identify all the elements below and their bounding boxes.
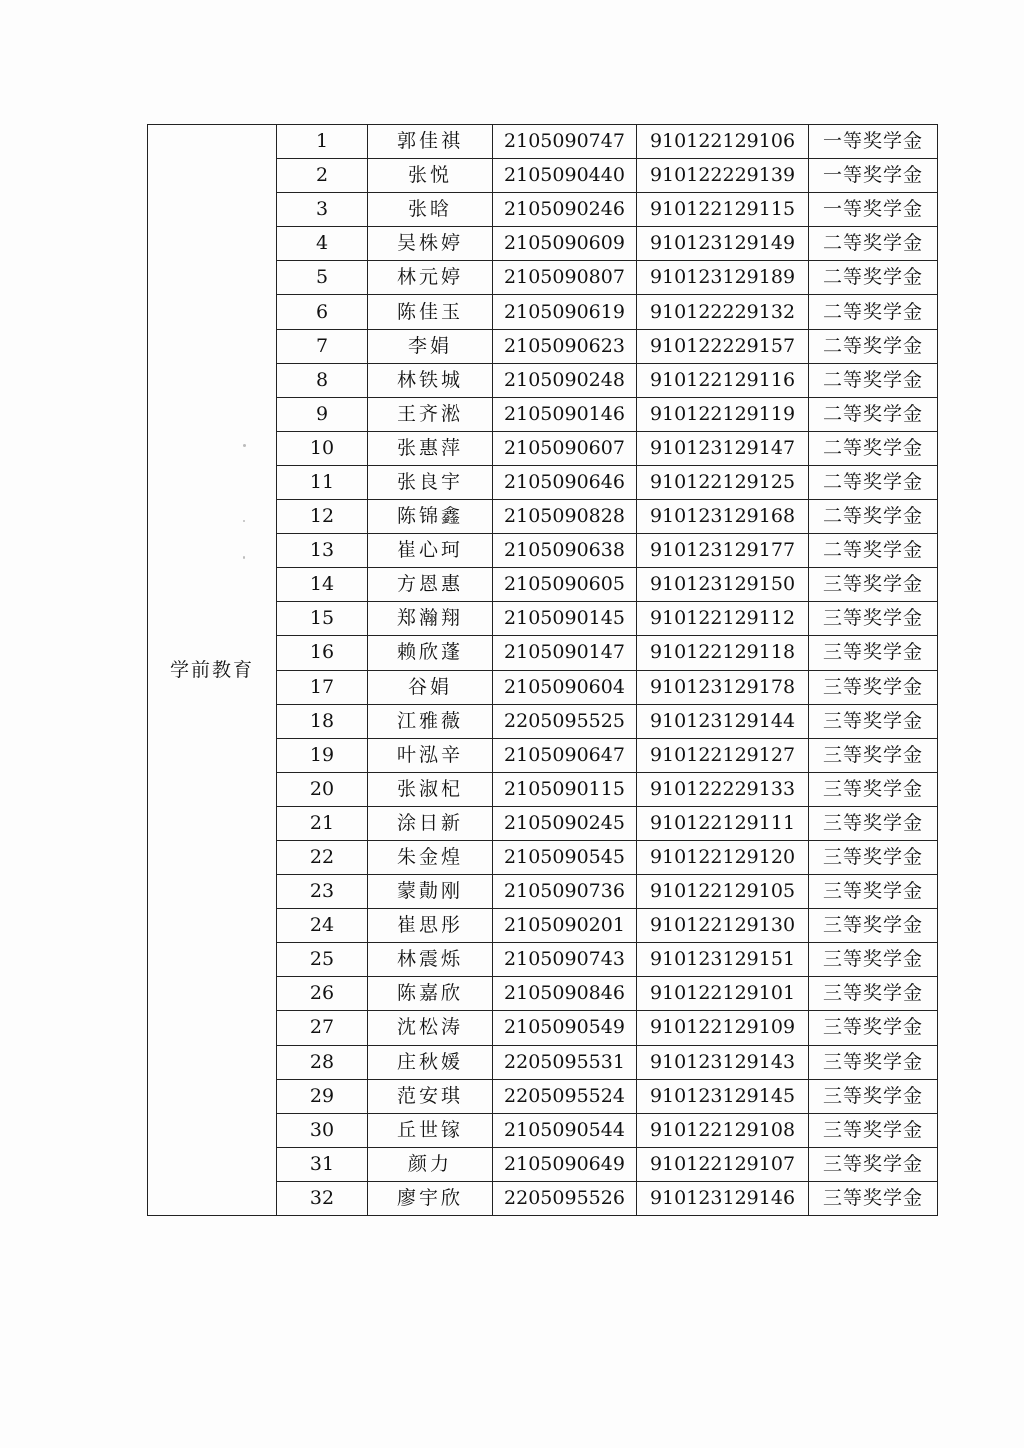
student-name: 陈嘉欣 [368, 977, 493, 1011]
student-id: 2105090440 [493, 159, 637, 193]
row-number: 21 [277, 806, 368, 840]
account-number: 910123129143 [637, 1045, 809, 1079]
account-number: 910122229139 [637, 159, 809, 193]
account-number: 910123129144 [637, 704, 809, 738]
student-name: 颜力 [368, 1147, 493, 1181]
row-number: 23 [277, 875, 368, 909]
award-level: 三等奖学金 [809, 568, 938, 602]
award-level: 三等奖学金 [809, 909, 938, 943]
award-level: 一等奖学金 [809, 193, 938, 227]
account-number: 910122129130 [637, 909, 809, 943]
student-name: 张惠萍 [368, 431, 493, 465]
account-number: 910122129101 [637, 977, 809, 1011]
student-id: 2205095526 [493, 1181, 637, 1215]
student-name: 赖欣蓬 [368, 636, 493, 670]
award-level: 二等奖学金 [809, 500, 938, 534]
row-number: 3 [277, 193, 368, 227]
account-number: 910123129145 [637, 1079, 809, 1113]
account-number: 910122129105 [637, 875, 809, 909]
row-number: 11 [277, 465, 368, 499]
account-number: 910123129151 [637, 943, 809, 977]
row-number: 32 [277, 1181, 368, 1215]
student-id: 2105090147 [493, 636, 637, 670]
student-id: 2105090604 [493, 670, 637, 704]
student-id: 2105090145 [493, 602, 637, 636]
student-name: 林元婷 [368, 261, 493, 295]
row-number: 20 [277, 772, 368, 806]
student-id: 2105090248 [493, 363, 637, 397]
student-id: 2105090846 [493, 977, 637, 1011]
student-name: 蒙勣刚 [368, 875, 493, 909]
award-level: 二等奖学金 [809, 363, 938, 397]
row-number: 2 [277, 159, 368, 193]
row-number: 18 [277, 704, 368, 738]
account-number: 910122229133 [637, 772, 809, 806]
award-level: 三等奖学金 [809, 772, 938, 806]
student-name: 叶泓辛 [368, 738, 493, 772]
student-name: 王齐淞 [368, 397, 493, 431]
account-number: 910122129119 [637, 397, 809, 431]
student-id: 2105090545 [493, 840, 637, 874]
student-id: 2105090619 [493, 295, 637, 329]
award-level: 三等奖学金 [809, 840, 938, 874]
row-number: 30 [277, 1113, 368, 1147]
award-level: 二等奖学金 [809, 534, 938, 568]
award-level: 三等奖学金 [809, 943, 938, 977]
account-number: 910123129150 [637, 568, 809, 602]
award-level: 三等奖学金 [809, 1147, 938, 1181]
row-number: 26 [277, 977, 368, 1011]
row-number: 8 [277, 363, 368, 397]
row-number: 27 [277, 1011, 368, 1045]
student-name: 范安琪 [368, 1079, 493, 1113]
student-name: 林铁城 [368, 363, 493, 397]
student-id: 2105090638 [493, 534, 637, 568]
scholarship-table [147, 124, 938, 1216]
student-id: 2105090646 [493, 465, 637, 499]
row-number: 15 [277, 602, 368, 636]
student-id: 2105090246 [493, 193, 637, 227]
student-name: 张淑杞 [368, 772, 493, 806]
student-id: 2105090609 [493, 227, 637, 261]
student-id: 2205095524 [493, 1079, 637, 1113]
account-number: 910122229132 [637, 295, 809, 329]
row-number: 12 [277, 500, 368, 534]
student-id: 2105090649 [493, 1147, 637, 1181]
award-level: 三等奖学金 [809, 704, 938, 738]
account-number: 910123129149 [637, 227, 809, 261]
student-name: 方恩惠 [368, 568, 493, 602]
student-id: 2105090747 [493, 125, 637, 159]
student-name: 张晗 [368, 193, 493, 227]
award-level: 一等奖学金 [809, 125, 938, 159]
table-row [148, 125, 938, 159]
row-number: 9 [277, 397, 368, 431]
row-number: 19 [277, 738, 368, 772]
account-number: 910123129168 [637, 500, 809, 534]
student-id: 2105090245 [493, 806, 637, 840]
major-cell: 学前教育 [148, 125, 277, 1216]
row-number: 5 [277, 261, 368, 295]
row-number: 17 [277, 670, 368, 704]
account-number: 910122129109 [637, 1011, 809, 1045]
award-level: 一等奖学金 [809, 159, 938, 193]
row-number: 28 [277, 1045, 368, 1079]
student-name: 陈佳玉 [368, 295, 493, 329]
award-level: 三等奖学金 [809, 1079, 938, 1113]
student-name: 崔心珂 [368, 534, 493, 568]
student-name: 崔思彤 [368, 909, 493, 943]
student-id: 2105090828 [493, 500, 637, 534]
account-number: 910122129118 [637, 636, 809, 670]
student-name: 谷娟 [368, 670, 493, 704]
row-number: 31 [277, 1147, 368, 1181]
student-name: 吴株婷 [368, 227, 493, 261]
row-number: 10 [277, 431, 368, 465]
student-id: 2105090807 [493, 261, 637, 295]
student-id: 2105090605 [493, 568, 637, 602]
award-level: 三等奖学金 [809, 1181, 938, 1215]
student-id: 2105090607 [493, 431, 637, 465]
award-level: 三等奖学金 [809, 806, 938, 840]
account-number: 910123129147 [637, 431, 809, 465]
table-body [148, 125, 938, 1216]
student-name: 沈松涛 [368, 1011, 493, 1045]
student-name: 涂日新 [368, 806, 493, 840]
student-name: 李娟 [368, 329, 493, 363]
student-id: 2105090623 [493, 329, 637, 363]
account-number: 910123129189 [637, 261, 809, 295]
award-level: 三等奖学金 [809, 636, 938, 670]
account-number: 910123129177 [637, 534, 809, 568]
student-name: 张悦 [368, 159, 493, 193]
account-number: 910122129108 [637, 1113, 809, 1147]
student-id: 2105090647 [493, 738, 637, 772]
row-number: 16 [277, 636, 368, 670]
row-number: 13 [277, 534, 368, 568]
student-name: 郭佳祺 [368, 125, 493, 159]
row-number: 24 [277, 909, 368, 943]
row-number: 4 [277, 227, 368, 261]
award-level: 二等奖学金 [809, 431, 938, 465]
student-name: 朱金煌 [368, 840, 493, 874]
row-number: 14 [277, 568, 368, 602]
account-number: 910122129120 [637, 840, 809, 874]
student-id: 2105090544 [493, 1113, 637, 1147]
row-number: 25 [277, 943, 368, 977]
award-level: 三等奖学金 [809, 738, 938, 772]
account-number: 910122129112 [637, 602, 809, 636]
award-level: 三等奖学金 [809, 602, 938, 636]
student-id: 2205095531 [493, 1045, 637, 1079]
account-number: 910122129106 [637, 125, 809, 159]
award-level: 二等奖学金 [809, 397, 938, 431]
student-name: 庄秋媛 [368, 1045, 493, 1079]
row-number: 22 [277, 840, 368, 874]
account-number: 910123129146 [637, 1181, 809, 1215]
account-number: 910122129127 [637, 738, 809, 772]
student-id: 2105090743 [493, 943, 637, 977]
award-level: 二等奖学金 [809, 295, 938, 329]
row-number: 6 [277, 295, 368, 329]
student-id: 2205095525 [493, 704, 637, 738]
account-number: 910122129107 [637, 1147, 809, 1181]
account-number: 910122229157 [637, 329, 809, 363]
student-id: 2105090736 [493, 875, 637, 909]
student-id: 2105090146 [493, 397, 637, 431]
student-name: 丘世镓 [368, 1113, 493, 1147]
student-name: 郑瀚翔 [368, 602, 493, 636]
student-name: 陈锦鑫 [368, 500, 493, 534]
award-level: 二等奖学金 [809, 261, 938, 295]
award-level: 三等奖学金 [809, 1045, 938, 1079]
award-level: 三等奖学金 [809, 1011, 938, 1045]
award-level: 二等奖学金 [809, 465, 938, 499]
row-number: 1 [277, 125, 368, 159]
student-name: 廖宇欣 [368, 1181, 493, 1215]
award-level: 三等奖学金 [809, 875, 938, 909]
student-name: 江雅薇 [368, 704, 493, 738]
award-level: 三等奖学金 [809, 1113, 938, 1147]
student-id: 2105090549 [493, 1011, 637, 1045]
award-level: 二等奖学金 [809, 329, 938, 363]
account-number: 910122129115 [637, 193, 809, 227]
student-name: 张良宇 [368, 465, 493, 499]
award-level: 二等奖学金 [809, 227, 938, 261]
student-id: 2105090201 [493, 909, 637, 943]
account-number: 910123129178 [637, 670, 809, 704]
account-number: 910122129111 [637, 806, 809, 840]
student-id: 2105090115 [493, 772, 637, 806]
student-name: 林震烁 [368, 943, 493, 977]
award-level: 三等奖学金 [809, 670, 938, 704]
account-number: 910122129116 [637, 363, 809, 397]
row-number: 29 [277, 1079, 368, 1113]
award-level: 三等奖学金 [809, 977, 938, 1011]
row-number: 7 [277, 329, 368, 363]
account-number: 910122129125 [637, 465, 809, 499]
